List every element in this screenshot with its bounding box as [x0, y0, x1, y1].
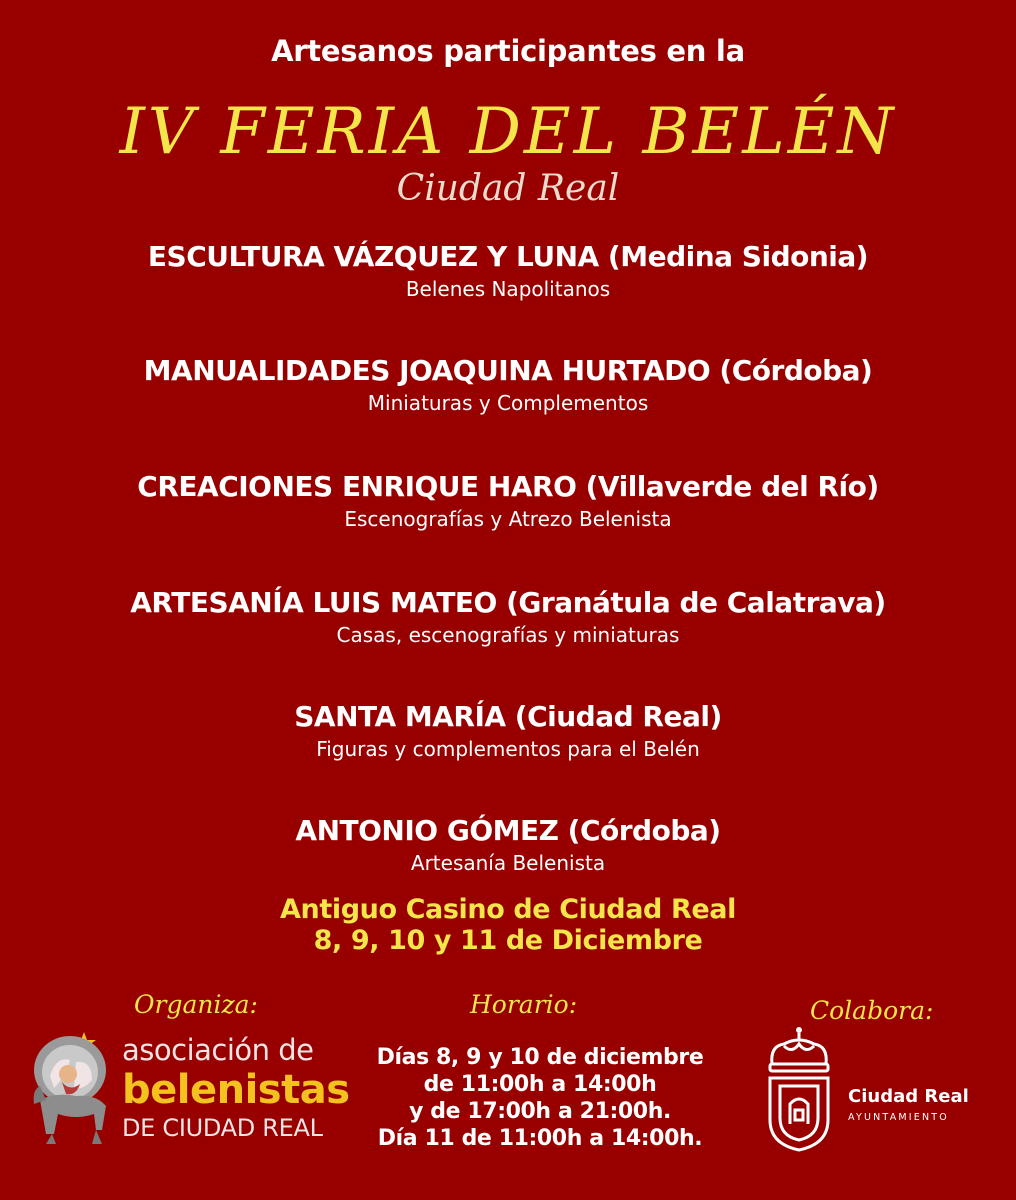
exhibitor-item [0, 586, 1016, 648]
exhibitor-name: ARTESANÍA LUIS MATEO (Granátula de Calatrava) [130, 586, 886, 619]
crowned-shield-icon [764, 1024, 834, 1154]
nativity-star-icon [26, 1030, 116, 1148]
horario-label: Horario: [470, 990, 578, 1019]
schedule-block [350, 1044, 730, 1152]
collaborator-logo-sub: AYUNTAMIENTO [848, 1112, 949, 1123]
exhibitor-name: ANTONIO GÓMEZ (Córdoba) [295, 814, 721, 847]
organiza-label: Organiza: [134, 990, 258, 1019]
exhibitor-name: SANTA MARÍA (Ciudad Real) [294, 700, 722, 733]
exhibitor-name: MANUALIDADES JOAQUINA HURTADO (Córdoba) [143, 354, 873, 387]
colabora-label: Colabora: [810, 996, 934, 1025]
venue-block [0, 894, 1016, 956]
venue-place: Antiguo Casino de Ciudad Real [280, 894, 736, 925]
exhibitor-item [0, 240, 1016, 302]
exhibitor-item [0, 700, 1016, 762]
venue-dates: 8, 9, 10 y 11 de Diciembre [313, 925, 703, 956]
exhibitor-description: Miniaturas y Complementos [367, 391, 649, 415]
event-title: IV FERIA DEL BELÉN [119, 95, 897, 169]
collaborator-logo-name: Ciudad Real [848, 1086, 969, 1107]
organizer-logo-line1: asociación de [122, 1033, 314, 1067]
organizer-logo-line3: DE CIUDAD REAL [122, 1114, 323, 1142]
exhibitor-description: Belenes Napolitanos [405, 277, 611, 301]
organizer-logo-line2: belenistas [122, 1067, 350, 1113]
exhibitor-item [0, 470, 1016, 532]
exhibitor-description: Figuras y complementos para el Belén [316, 737, 700, 761]
exhibitor-name: CREACIONES ENRIQUE HARO (Villaverde del Río) [137, 470, 879, 503]
exhibitor-description: Artesanía Belenista [410, 851, 606, 875]
exhibitor-item [0, 814, 1016, 876]
schedule-line: de 11:00h a 14:00h [423, 1072, 657, 1097]
exhibitor-name: ESCULTURA VÁZQUEZ Y LUNA (Medina Sidonia) [147, 240, 869, 273]
collaborator-logo [764, 1024, 984, 1154]
schedule-line: Días 8, 9 y 10 de diciembre [376, 1045, 704, 1070]
exhibitor-description: Casas, escenografías y miniaturas [336, 623, 680, 647]
schedule-line: y de 17:00h a 21:00h. [409, 1099, 671, 1124]
schedule-line: Día 11 de 11:00h a 14:00h. [377, 1126, 703, 1151]
event-subtitle: Ciudad Real [396, 168, 620, 209]
exhibitor-description: Escenografías y Atrezo Belenista [344, 507, 672, 531]
exhibitor-item [0, 354, 1016, 416]
organizer-logo-text [122, 1032, 350, 1144]
organizer-logo [26, 1030, 350, 1150]
intro-text: Artesanos participantes en la [271, 34, 745, 68]
